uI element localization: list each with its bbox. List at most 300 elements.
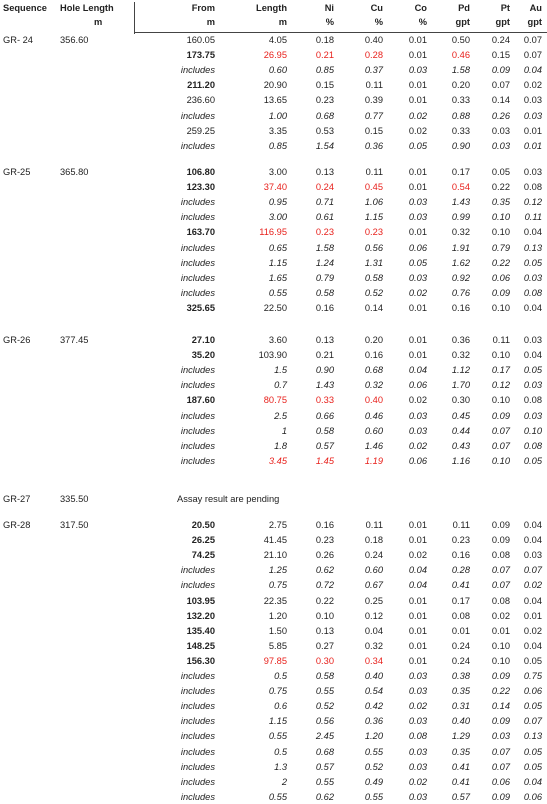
cell-length: 3.00 <box>268 167 287 177</box>
cell-ni: 0.23 <box>315 95 334 106</box>
cell-cu: 0.55 <box>364 746 383 757</box>
cell-au: 0.08 <box>523 440 542 451</box>
cell-pd: 1.12 <box>451 365 470 376</box>
cell-cu: 0.40 <box>364 35 383 45</box>
hole-length: 365.80 <box>60 167 89 177</box>
table-row <box>0 78 547 92</box>
cell-co: 0.08 <box>408 731 427 742</box>
cell-pt: 0.22 <box>491 182 510 193</box>
cell-from: includes <box>180 455 215 466</box>
cell-length: 20.90 <box>263 80 287 91</box>
cell-ni: 0.22 <box>315 595 334 606</box>
cell-length: 0.55 <box>268 287 287 298</box>
cell-pt: 0.10 <box>491 227 510 238</box>
cell-ni: 0.68 <box>315 746 334 757</box>
unit-au: gpt <box>527 17 542 27</box>
cell-au: 0.03 <box>523 95 542 106</box>
cell-length: 3.45 <box>268 455 287 466</box>
table-row <box>0 301 547 315</box>
cell-from: 26.25 <box>191 535 215 546</box>
cell-from: includes <box>180 440 215 451</box>
cell-cu: 0.39 <box>364 95 383 106</box>
hole-row-gr-27 <box>0 492 547 506</box>
cell-from: includes <box>180 140 215 151</box>
cell-from: 135.40 <box>186 625 215 636</box>
cell-pd: 0.01 <box>451 625 470 636</box>
cell-length: 0.85 <box>268 140 287 151</box>
table-row <box>0 241 547 255</box>
cell-pd: 0.24 <box>451 655 470 666</box>
cell-length: 0.95 <box>268 197 287 208</box>
cell-from: 160.05 <box>186 35 215 45</box>
table-row <box>0 256 547 270</box>
cell-pd: 0.92 <box>451 272 470 283</box>
cell-pd: 0.16 <box>451 550 470 561</box>
table-row <box>0 518 547 532</box>
cell-au: 0.02 <box>523 625 542 636</box>
cell-from: includes <box>180 212 215 223</box>
cell-co: 0.01 <box>408 625 427 636</box>
cell-pd: 0.23 <box>451 535 470 546</box>
cell-cu: 1.06 <box>364 197 383 208</box>
cell-pt: 0.07 <box>491 440 510 451</box>
cell-pd: 1.58 <box>451 65 470 76</box>
table-row <box>0 729 547 743</box>
cell-au: 0.03 <box>523 410 542 421</box>
cell-pt: 0.09 <box>491 410 510 421</box>
unit-length: m <box>278 17 287 27</box>
cell-cu: 0.58 <box>364 272 383 283</box>
col-header-pt: Pt <box>500 3 510 13</box>
cell-ni: 0.56 <box>315 716 334 727</box>
cell-au: 0.04 <box>523 535 542 546</box>
cell-au: 0.03 <box>523 272 542 283</box>
cell-au: 0.01 <box>523 125 542 136</box>
cell-pt: 0.35 <box>491 197 510 208</box>
cell-ni: 0.58 <box>315 425 334 436</box>
cell-ni: 0.13 <box>315 335 334 345</box>
cell-from: includes <box>180 110 215 121</box>
cell-cu: 0.40 <box>364 395 383 406</box>
cell-pt: 0.09 <box>491 791 510 802</box>
cell-pt: 0.14 <box>491 701 510 712</box>
table-row <box>0 533 547 547</box>
cell-length: 4.05 <box>268 35 287 45</box>
cell-from: includes <box>180 287 215 298</box>
cell-length: 5.85 <box>268 640 287 651</box>
cell-pt: 0.24 <box>491 35 510 45</box>
cell-au: 0.07 <box>523 565 542 576</box>
cell-cu: 0.28 <box>364 50 383 61</box>
cell-length: 1.50 <box>268 625 287 636</box>
unit-cu: % <box>374 17 383 27</box>
hole-sequence: GR-25 <box>3 167 31 177</box>
header-divider-vertical <box>134 2 135 34</box>
cell-co: 0.02 <box>408 701 427 712</box>
cell-pd: 0.76 <box>451 287 470 298</box>
cell-co: 0.01 <box>408 335 427 345</box>
cell-ni: 0.21 <box>315 50 334 61</box>
cell-pt: 0.09 <box>491 671 510 681</box>
cell-pd: 0.35 <box>451 746 470 757</box>
cell-length: 3.35 <box>268 125 287 136</box>
table-row <box>0 124 547 138</box>
cell-au: 0.06 <box>523 791 542 802</box>
cell-co: 0.03 <box>408 671 427 681</box>
cell-ni: 0.24 <box>315 182 334 193</box>
cell-co: 0.01 <box>408 80 427 91</box>
col-header-hole-length: Hole Length <box>60 3 114 13</box>
cell-cu: 0.12 <box>364 610 383 621</box>
hole-sequence: GR-27 <box>3 494 31 504</box>
cell-from: 187.60 <box>186 395 215 406</box>
table-row <box>0 745 547 759</box>
hole-length: 377.45 <box>60 335 89 345</box>
cell-length: 2.5 <box>274 410 287 421</box>
table-row <box>0 195 547 209</box>
cell-co: 0.01 <box>408 535 427 546</box>
cell-cu: 0.04 <box>364 625 383 636</box>
cell-cu: 0.36 <box>364 716 383 727</box>
cell-co: 0.02 <box>408 395 427 406</box>
cell-pd: 0.41 <box>451 761 470 772</box>
cell-co: 0.01 <box>408 227 427 238</box>
table-row <box>0 578 547 592</box>
table-row <box>0 699 547 713</box>
cell-co: 0.03 <box>408 212 427 223</box>
cell-pd: 1.29 <box>451 731 470 742</box>
cell-from: includes <box>180 761 215 772</box>
cell-length: 13.65 <box>263 95 287 106</box>
cell-co: 0.04 <box>408 580 427 591</box>
col-header-co: Co <box>414 3 427 13</box>
cell-pt: 0.10 <box>491 350 510 361</box>
cell-cu: 1.19 <box>364 455 383 466</box>
cell-au: 0.05 <box>523 761 542 772</box>
cell-ni: 0.90 <box>315 365 334 376</box>
cell-length: 0.75 <box>268 686 287 697</box>
cell-ni: 1.45 <box>315 455 334 466</box>
cell-cu: 0.24 <box>364 550 383 561</box>
cell-from: 211.20 <box>187 80 215 91</box>
cell-co: 0.02 <box>408 440 427 451</box>
cell-from: includes <box>180 242 215 253</box>
cell-ni: 0.62 <box>315 791 334 802</box>
cell-length: 22.35 <box>263 595 287 606</box>
cell-length: 1.15 <box>268 716 287 727</box>
table-row <box>0 775 547 789</box>
cell-au: 0.02 <box>523 580 542 591</box>
cell-ni: 1.24 <box>315 257 334 268</box>
cell-pt: 0.10 <box>491 212 510 223</box>
cell-co: 0.03 <box>408 197 427 208</box>
cell-au: 0.13 <box>523 731 542 742</box>
cell-pd: 1.16 <box>451 455 470 466</box>
cell-pt: 0.09 <box>491 520 510 530</box>
cell-co: 0.03 <box>408 425 427 436</box>
cell-length: 2.75 <box>268 520 287 530</box>
cell-from: includes <box>180 791 215 802</box>
cell-pt: 0.07 <box>491 761 510 772</box>
cell-pt: 0.15 <box>491 50 510 61</box>
cell-from: includes <box>180 197 215 208</box>
cell-pd: 0.08 <box>451 610 470 621</box>
cell-length: 0.75 <box>268 580 287 591</box>
cell-co: 0.01 <box>408 640 427 651</box>
cell-from: 259.25 <box>186 125 215 136</box>
cell-length: 0.7 <box>274 380 287 391</box>
cell-co: 0.03 <box>408 791 427 802</box>
hole-sequence: GR- 24 <box>3 35 33 45</box>
cell-from: includes <box>180 776 215 787</box>
cell-from: 236.60 <box>186 95 215 106</box>
cell-from: includes <box>180 701 215 712</box>
col-header-pd: Pd <box>458 3 470 13</box>
table-row <box>0 286 547 300</box>
cell-ni: 0.72 <box>315 580 334 591</box>
cell-pd: 0.17 <box>451 595 470 606</box>
cell-from: includes <box>180 365 215 376</box>
hole-length: 317.50 <box>60 520 89 530</box>
cell-pd: 0.90 <box>451 140 470 151</box>
cell-cu: 0.36 <box>364 140 383 151</box>
cell-from: 163.70 <box>186 227 215 238</box>
cell-pd: 0.36 <box>451 335 470 345</box>
cell-from: includes <box>180 380 215 391</box>
hole-sequence: GR-26 <box>3 335 31 345</box>
cell-from: 325.65 <box>186 302 215 313</box>
cell-pd: 0.30 <box>451 395 470 406</box>
cell-pt: 0.07 <box>491 746 510 757</box>
cell-pt: 0.12 <box>491 380 510 391</box>
cell-ni: 1.58 <box>315 242 334 253</box>
cell-au: 0.03 <box>523 110 542 121</box>
cell-au: 0.04 <box>523 776 542 787</box>
cell-au: 0.04 <box>523 520 542 530</box>
cell-length: 0.60 <box>268 65 287 76</box>
cell-au: 0.05 <box>523 655 542 666</box>
cell-au: 0.04 <box>523 302 542 313</box>
cell-ni: 1.43 <box>315 380 334 391</box>
cell-pt: 0.26 <box>491 110 510 121</box>
cell-ni: 0.85 <box>315 65 334 76</box>
cell-length: 1.00 <box>268 110 287 121</box>
cell-pt: 0.05 <box>491 167 510 177</box>
table-row <box>0 548 547 562</box>
cell-length: 21.10 <box>263 550 287 561</box>
hole-sequence: GR-28 <box>3 520 31 530</box>
cell-pt: 0.03 <box>491 731 510 742</box>
cell-pt: 0.01 <box>491 625 510 636</box>
cell-cu: 0.60 <box>364 425 383 436</box>
cell-cu: 0.20 <box>364 335 383 345</box>
cell-length: 37.40 <box>263 182 287 193</box>
table-row <box>0 563 547 577</box>
col-header-sequence: Sequence <box>3 3 47 13</box>
cell-ni: 0.57 <box>315 440 334 451</box>
cell-cu: 0.18 <box>364 535 383 546</box>
cell-au: 0.04 <box>523 640 542 651</box>
cell-cu: 0.52 <box>364 761 383 772</box>
cell-au: 0.12 <box>523 197 542 208</box>
cell-cu: 0.40 <box>364 671 383 681</box>
cell-au: 0.04 <box>523 350 542 361</box>
cell-au: 0.05 <box>523 746 542 757</box>
cell-from: includes <box>180 731 215 742</box>
cell-pd: 0.17 <box>451 167 470 177</box>
cell-from: includes <box>180 410 215 421</box>
cell-ni: 0.62 <box>315 565 334 576</box>
cell-cu: 0.16 <box>364 350 383 361</box>
cell-au: 0.13 <box>523 242 542 253</box>
cell-co: 0.01 <box>408 595 427 606</box>
cell-co: 0.02 <box>408 287 427 298</box>
cell-cu: 0.67 <box>364 580 383 591</box>
cell-au: 0.03 <box>523 335 542 345</box>
table-row <box>0 714 547 728</box>
cell-co: 0.02 <box>408 550 427 561</box>
cell-au: 0.05 <box>523 455 542 466</box>
cell-pd: 0.41 <box>451 580 470 591</box>
cell-co: 0.05 <box>408 140 427 151</box>
cell-cu: 0.23 <box>364 227 383 238</box>
cell-co: 0.01 <box>408 610 427 621</box>
cell-from: 106.80 <box>186 167 215 177</box>
cell-ni: 0.33 <box>315 395 334 406</box>
cell-co: 0.01 <box>408 350 427 361</box>
cell-ni: 0.30 <box>315 655 334 666</box>
cell-au: 0.02 <box>523 80 542 91</box>
cell-from: 173.75 <box>186 50 215 61</box>
hole-length: 335.50 <box>60 494 89 504</box>
table-row <box>0 165 547 179</box>
cell-pd: 0.32 <box>451 227 470 238</box>
unit-pd: gpt <box>455 17 470 27</box>
col-header-au: Au <box>529 3 542 13</box>
cell-pd: 1.70 <box>451 380 470 391</box>
table-row <box>0 271 547 285</box>
cell-pd: 1.91 <box>451 242 470 253</box>
cell-cu: 0.32 <box>364 640 383 651</box>
cell-co: 0.05 <box>408 257 427 268</box>
cell-au: 0.11 <box>524 212 542 223</box>
cell-pt: 0.03 <box>491 140 510 151</box>
cell-length: 0.5 <box>274 746 287 757</box>
table-row <box>0 654 547 668</box>
cell-pt: 0.06 <box>491 776 510 787</box>
cell-ni: 0.18 <box>315 35 334 45</box>
cell-cu: 0.11 <box>365 520 383 530</box>
cell-pd: 0.35 <box>451 686 470 697</box>
cell-au: 0.75 <box>523 671 542 681</box>
table-row <box>0 790 547 804</box>
table-row <box>0 424 547 438</box>
cell-co: 0.06 <box>408 242 427 253</box>
cell-length: 1.8 <box>274 440 287 451</box>
cell-length: 0.55 <box>268 791 287 802</box>
cell-co: 0.01 <box>408 95 427 106</box>
table-row <box>0 439 547 453</box>
cell-cu: 0.52 <box>364 287 383 298</box>
cell-ni: 0.23 <box>315 535 334 546</box>
header-row-names <box>0 1 547 15</box>
cell-ni: 0.13 <box>315 625 334 636</box>
cell-length: 116.95 <box>259 227 287 238</box>
cell-ni: 0.68 <box>315 110 334 121</box>
cell-au: 0.08 <box>523 287 542 298</box>
cell-co: 0.03 <box>408 65 427 76</box>
cell-pt: 0.14 <box>491 95 510 106</box>
cell-from: 148.25 <box>186 640 215 651</box>
cell-ni: 0.71 <box>315 197 334 208</box>
cell-from: 74.25 <box>191 550 215 561</box>
table-row <box>0 180 547 194</box>
cell-cu: 0.60 <box>364 565 383 576</box>
cell-cu: 1.15 <box>364 212 383 223</box>
cell-au: 0.07 <box>523 50 542 61</box>
cell-from: 132.20 <box>186 610 215 621</box>
table-row <box>0 225 547 239</box>
cell-from: 35.20 <box>191 350 215 361</box>
cell-ni: 2.45 <box>315 731 334 742</box>
cell-length: 80.75 <box>263 395 287 406</box>
cell-length: 1 <box>281 425 287 436</box>
table-row <box>0 93 547 107</box>
table-row <box>0 109 547 123</box>
cell-length: 1.15 <box>268 257 287 268</box>
cell-pt: 0.06 <box>491 272 510 283</box>
cell-co: 0.01 <box>408 35 427 45</box>
cell-from: 123.30 <box>186 182 215 193</box>
cell-pt: 0.09 <box>491 65 510 76</box>
cell-pt: 0.22 <box>491 686 510 697</box>
cell-length: 0.55 <box>268 731 287 742</box>
cell-pt: 0.07 <box>491 80 510 91</box>
cell-ni: 0.15 <box>315 80 334 91</box>
cell-ni: 0.66 <box>315 410 334 421</box>
cell-pd: 0.54 <box>451 182 470 193</box>
cell-from: includes <box>180 257 215 268</box>
cell-length: 2 <box>281 776 287 787</box>
cell-ni: 0.53 <box>315 125 334 136</box>
table-row <box>0 348 547 362</box>
table-row <box>0 639 547 653</box>
cell-au: 0.04 <box>523 595 542 606</box>
cell-pd: 0.33 <box>451 125 470 136</box>
table-row <box>0 393 547 407</box>
cell-pd: 0.99 <box>451 212 470 223</box>
header-row-units <box>0 15 547 29</box>
unit-co: % <box>418 17 427 27</box>
cell-ni: 0.52 <box>315 701 334 712</box>
cell-co: 0.01 <box>408 167 427 177</box>
cell-au: 0.04 <box>523 227 542 238</box>
cell-au: 0.05 <box>523 257 542 268</box>
cell-length: 3.60 <box>268 335 287 345</box>
cell-cu: 0.55 <box>364 791 383 802</box>
cell-pt: 0.02 <box>491 610 510 621</box>
pending-note: Assay result are pending <box>177 494 280 504</box>
table-row <box>0 594 547 608</box>
cell-ni: 0.61 <box>315 212 334 223</box>
cell-length: 22.50 <box>263 302 287 313</box>
cell-co: 0.01 <box>408 655 427 666</box>
cell-co: 0.01 <box>408 520 427 530</box>
cell-pt: 0.79 <box>491 242 510 253</box>
cell-cu: 0.25 <box>364 595 383 606</box>
cell-pt: 0.10 <box>491 395 510 406</box>
cell-cu: 1.31 <box>364 257 383 268</box>
